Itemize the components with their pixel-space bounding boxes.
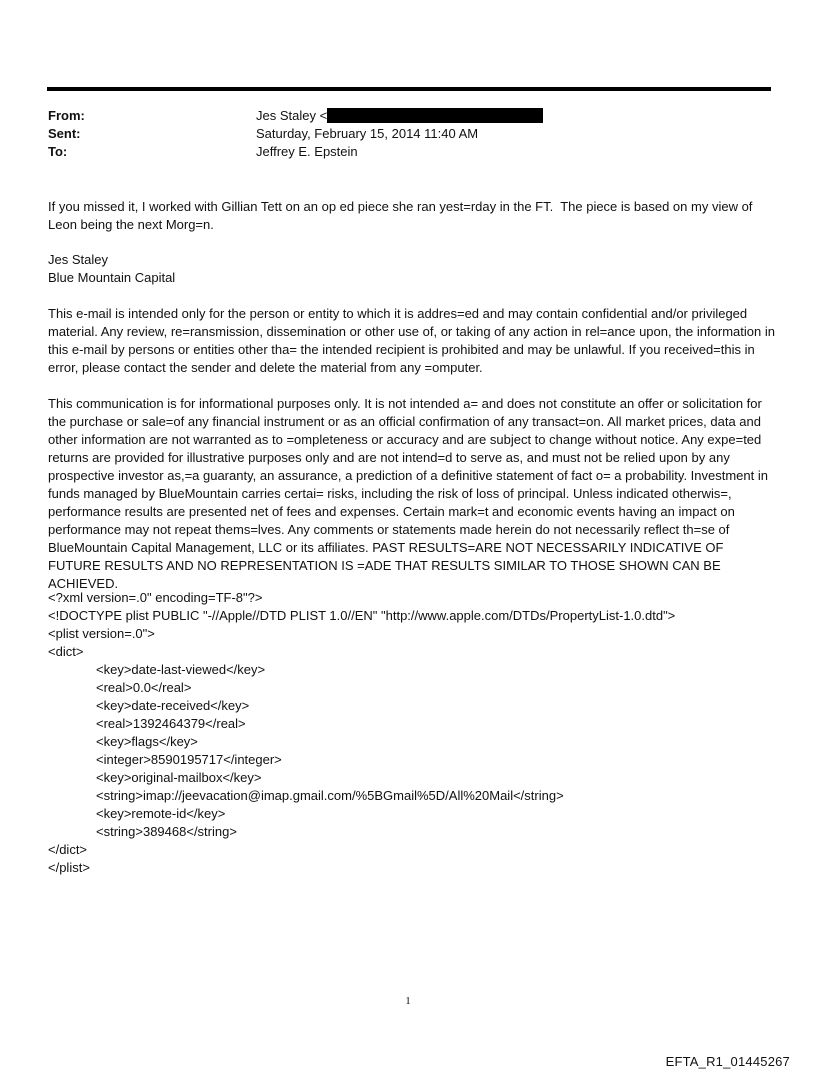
plist-entry: <string>imap://jeevacation@imap.gmail.com/%5BGmail%5D/All%20Mail</string> [96, 788, 564, 803]
page-number: 1 [405, 995, 411, 1007]
from-value-wrap [256, 107, 543, 125]
redaction-box [327, 108, 543, 123]
plist-close: </plist> [48, 860, 90, 875]
sent-label: Sent: [48, 126, 81, 141]
signature-org: Blue Mountain Capital [48, 270, 176, 285]
plist-entry: <real>1392464379</real> [96, 716, 246, 731]
plist-block [48, 589, 675, 877]
plist-entry: <key>remote-id</key> [96, 806, 226, 821]
intro-paragraph: If you missed it, I worked with Gillian Tett on an op ed piece she ran yest=rday in the FT. The piece is based on my view of Leon being the next Morg=n. [48, 199, 757, 232]
header-rule [47, 87, 771, 91]
to-value: Jeffrey E. Epstein [256, 144, 358, 159]
disclaimer-paragraph-1: This e-mail is intended only for the person or entity to which it is addres=ed and may contain confidential and/or privileged material. Any review, re=ransmission, dissemination or other use of, or taking of any action in rel=ance upon, the information in this e-mail by persons or entities other tha= the intended recipient is prohibited and may be unlawful. If you received=this in error, please contact the sender and delete the material from any =omputer. [48, 306, 779, 375]
signature-name: Jes Staley [48, 252, 108, 267]
header-from-row [48, 107, 768, 125]
dict-open: <dict> [48, 644, 84, 659]
from-value: Jes Staley < [256, 108, 328, 123]
header-to-row [48, 143, 768, 161]
from-label: From: [48, 108, 85, 123]
plist-entry: <string>389468</string> [96, 824, 237, 839]
plist-open: <plist version=.0"> [48, 626, 155, 641]
plist-entry: <key>date-received</key> [96, 698, 250, 713]
plist-xml-decl: <?xml version=.0" encoding=TF-8"?> [48, 590, 263, 605]
to-label: To: [48, 144, 68, 159]
plist-entry: <key>flags</key> [96, 734, 198, 749]
sent-value: Saturday, February 15, 2014 11:40 AM [256, 126, 479, 141]
plist-entry: <key>original-mailbox</key> [96, 770, 262, 785]
disclaimer-paragraph-2: This communication is for informational purposes only. It is not intended a= and does not constitute an offer or solicitation for the purchase or sale=of any financial instrument or as an official confirmation of any transact=on. All market prices, data and other information are not warranted as to =ompleteness or accuracy and are subject to change without notice. Any expe=ted returns are provided for illustrative purposes only and are not intend=d to serve as, and must not be relied upon by any prospective investor as,=a guaranty, an assurance, a prediction of a definitive statement of fact o= a probability. Investment in funds managed by BlueMountain carries certai= risks, including the risk of loss of principal. Unless indicated otherwis=, performance results are presented net of fees and expenses. Certain mark=t and economic events having an impact on performance may not repeat thems=lves. Any comments or statements made herein do not necessarily reflect th=se of BlueMountain Capital Management, LLC or its affiliates. PAST RESULTS=ARE NOT NECESSARILY INDICATIVE OF FUTURE RESULTS AND NO REPRESENTATION IS =ADE THAT RESULTS SIMILAR TO THOSE SHOWN CAN BE ACHIEVED. [48, 396, 772, 591]
dict-close: </dict> [48, 842, 88, 857]
plist-entry: <integer>8590195717</integer> [96, 752, 282, 767]
plist-entry: <key>date-last-viewed</key> [96, 662, 266, 677]
plist-entry: <real>0.0</real> [96, 680, 192, 695]
header-sent-row [48, 125, 768, 143]
plist-doctype: <!DOCTYPE plist PUBLIC "-//Apple//DTD PLIST 1.0//EN" "http://www.apple.com/DTDs/PropertyList-1.0.dtd"> [48, 608, 676, 623]
bates-number: EFTA_R1_01445267 [665, 1054, 790, 1069]
